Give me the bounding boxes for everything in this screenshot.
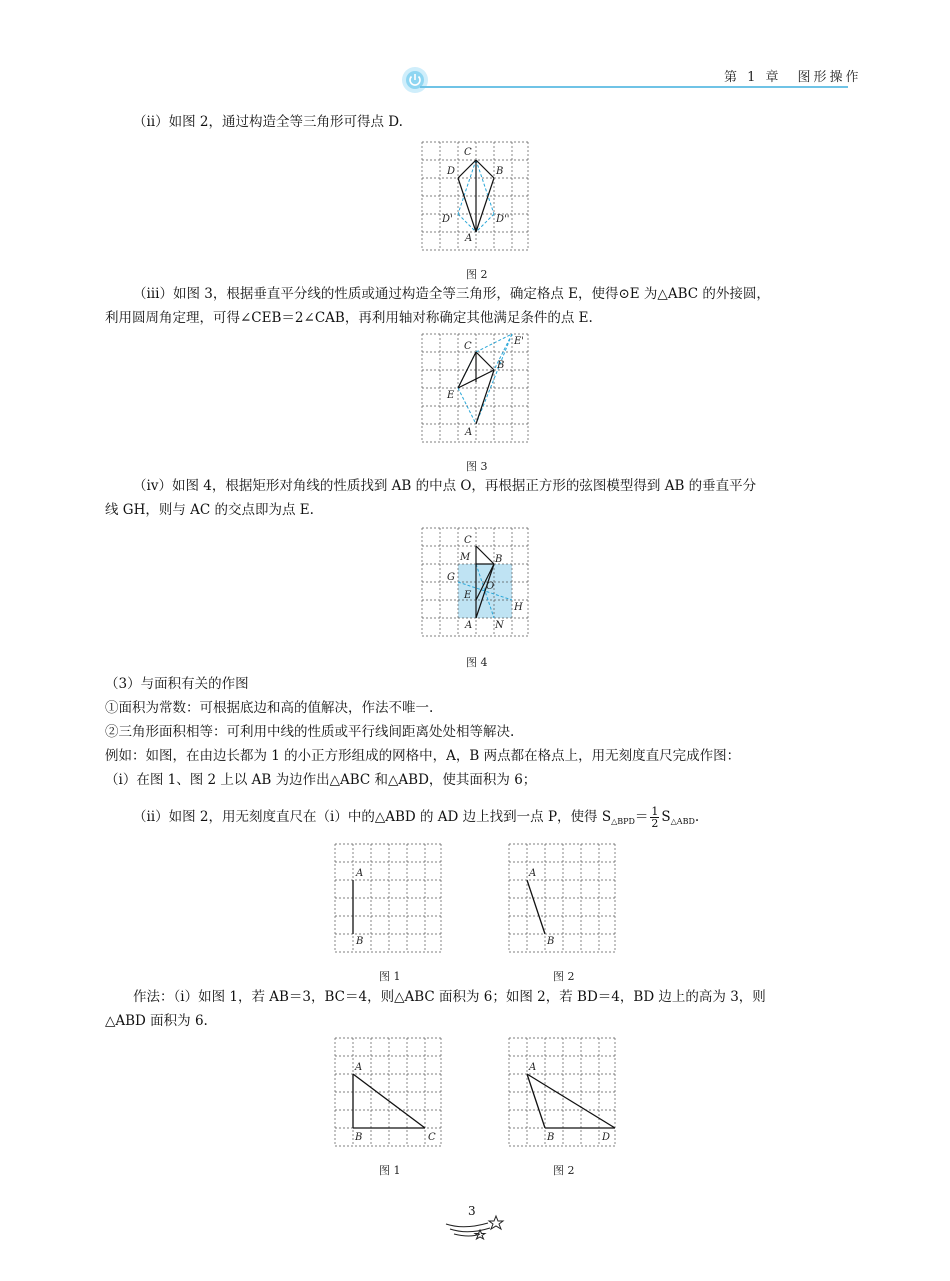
para-iii-line2: 利用圆周角定理，可得∠CEB＝2∠CAB，再利用轴对称确定其他满足条件的点 E. [105, 310, 593, 326]
header-rule [420, 86, 848, 88]
caption-fig3: 图 3 [466, 460, 488, 473]
label-d: D [447, 166, 456, 177]
figure-b2-grid [507, 1036, 617, 1148]
label-a: A [465, 233, 473, 244]
para-ii: （ⅱ）如图 2，通过构造全等三角形可得点 D. [133, 114, 403, 130]
section-3-title: （3）与面积有关的作图 [105, 676, 249, 692]
label-b: B [496, 166, 504, 177]
label-n4: N [495, 620, 504, 631]
label-b-b1: B [355, 1132, 363, 1143]
example-intro: 例如：如图，在由边长都为 1 的小正方形组成的网格中，A，B 两点都在格点上，用无刻度直尺完成作图： [105, 748, 741, 764]
label-c: C [464, 147, 472, 158]
label-c4: C [464, 535, 472, 546]
example-i: （ⅰ）在图 1、图 2 上以 AB 为边作出△ABC 和△ABD，使其面积为 6； [105, 772, 537, 788]
caption-fig-a1: 图 1 [379, 970, 401, 983]
figure-4-grid [420, 526, 530, 638]
label-d-b2: D [602, 1132, 611, 1143]
item-1: ①面积为常数：可根据底边和高的值解决，作法不唯一. [105, 700, 434, 716]
fraction-half: $\frac{1}{2}$ [651, 805, 659, 830]
label-a-a2: A [529, 868, 537, 879]
figure-a1-grid [333, 842, 443, 954]
label-c-b1: C [428, 1132, 436, 1143]
label-b3: B [497, 360, 505, 371]
label-b-a1: B [356, 936, 364, 947]
label-a-a1: A [356, 868, 364, 879]
label-e3: E [447, 390, 455, 401]
para-iii-line1: （ⅲ）如图 3，根据垂直平分线的性质或通过构造全等三角形，确定格点 E，使得⊙E 为△ABC 的外接圆， [133, 286, 770, 302]
label-d2: D'' [496, 214, 510, 225]
label-m4: M [460, 552, 471, 563]
label-e1: E' [514, 336, 525, 347]
figure-a2-grid [507, 842, 617, 954]
star-ornament-icon [444, 1214, 508, 1242]
label-b-a2: B [547, 936, 555, 947]
label-a3: A [465, 427, 473, 438]
figure-b1-grid [333, 1036, 443, 1148]
chapter-title: 第 1 章 图形操作 [724, 70, 862, 85]
label-e4: E [464, 590, 472, 601]
label-b4: B [495, 554, 503, 565]
label-h4: H [514, 602, 523, 613]
label-o4: O [486, 581, 495, 592]
para-iv-line2: 线 GH，则与 AC 的交点即为点 E. [105, 502, 314, 518]
label-b-b2: B [547, 1132, 555, 1143]
caption-fig2: 图 2 [466, 268, 488, 281]
solution-line2: △ABD 面积为 6. [105, 1013, 208, 1029]
power-icon [401, 66, 429, 94]
label-d1: D' [442, 214, 453, 225]
caption-fig-b2: 图 2 [553, 1164, 575, 1177]
solution-line1: 作法：（ⅰ）如图 1，若 AB＝3，BC＝4，则△ABC 面积为 6；如图 2，若 BD＝4，BD 边上的高为 3，则 [133, 989, 766, 1005]
label-g4: G [447, 572, 455, 583]
label-c3: C [464, 341, 472, 352]
figure-3-grid [420, 332, 530, 444]
figure-2-grid [420, 140, 530, 252]
example-ii: （ⅱ）如图 2，用无刻度直尺在（ⅰ）中的△ABD 的 AD 边上找到一点 P，使得 $S_{\triangle BPD}=$ $\frac{1}{2}$ $S_{\triangle ABD}$. [133, 805, 700, 830]
para-iv-line1: （ⅳ）如图 4，根据矩形对角线的性质找到 AB 的中点 O，再根据正方形的弦图模型得到 AB 的垂直平分 [133, 478, 757, 494]
caption-fig4: 图 4 [466, 656, 488, 669]
label-a4: A [465, 620, 473, 631]
label-a-b2: A [529, 1062, 537, 1073]
label-a-b1: A [355, 1062, 363, 1073]
caption-fig-b1: 图 1 [379, 1164, 401, 1177]
page-number: 3 [468, 1204, 476, 1218]
item-2: ②三角形面积相等：可利用中线的性质或平行线间距离处处相等解决. [105, 724, 515, 740]
caption-fig-a2: 图 2 [553, 970, 575, 983]
